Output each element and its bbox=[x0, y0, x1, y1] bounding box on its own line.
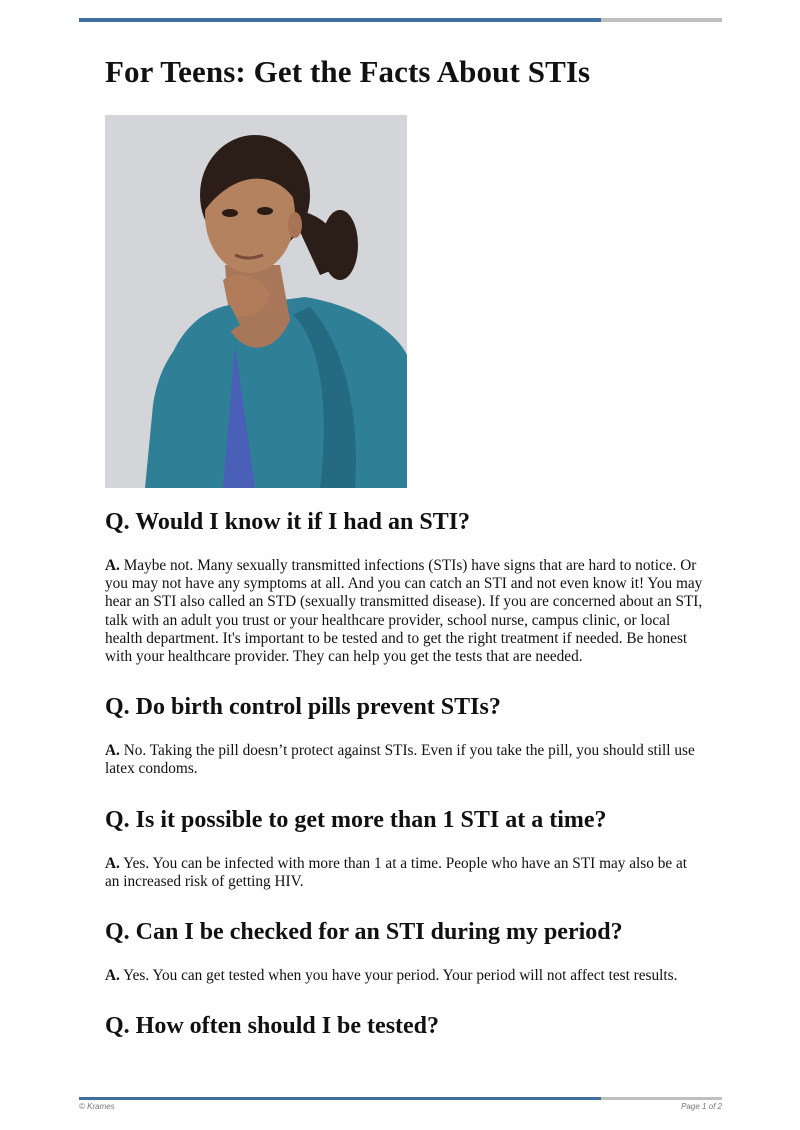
footer-rule-grey bbox=[601, 1097, 722, 1100]
answer-paragraph bbox=[105, 855, 705, 891]
question-heading: Q. Do birth control pills prevent STIs? bbox=[105, 694, 501, 721]
answer-paragraph bbox=[105, 967, 705, 985]
question-heading: Q. Would I know it if I had an STI? bbox=[105, 509, 471, 535]
answer-label: A. bbox=[105, 967, 120, 985]
header-rule-grey bbox=[601, 18, 722, 22]
header-rule-accent bbox=[79, 18, 601, 22]
question-heading: Q. How often should I be tested? bbox=[105, 1013, 440, 1040]
answer-paragraph bbox=[105, 557, 705, 666]
page-title: For Teens: Get the Facts About STIs bbox=[105, 54, 591, 89]
qa-section bbox=[105, 505, 705, 1061]
answer-label: A. bbox=[105, 854, 120, 872]
teen-portrait-photo bbox=[105, 115, 407, 488]
question-heading: Q. Can I be checked for an STI during my period? bbox=[105, 919, 623, 946]
question-heading: Q. Is it possible to get more than 1 STI at a time? bbox=[105, 806, 607, 833]
footer-rule-accent bbox=[79, 1097, 601, 1100]
answer-label: A. bbox=[105, 557, 120, 574]
footer-page-number: Page 1 of 2 bbox=[681, 1102, 722, 1111]
header-rule bbox=[79, 18, 722, 22]
footer-copyright: © Krames bbox=[79, 1102, 115, 1111]
answer-label: A. bbox=[105, 742, 120, 760]
answer-text: Maybe not. Many sexually transmitted infections (STIs) have signs that are hard to notice. Or you may not have any symptoms at all. And you can catch an STI and not even know it! You may hear an STI also called an STD (sexually transmitted disease). If you are concerned about an STI, talk with an adult you trust or your healthcare provider, school nurse, campus clinic, or local health department. It's important to be tested and to get the right treatment if needed. Be honest with your healthcare provider. They can help you get the tests that are needed. bbox=[105, 557, 703, 666]
answer-text: Yes. You can get tested when you have your period. Your period will not affect test results. bbox=[119, 967, 678, 985]
answer-text: No. Taking the pill doesn’t protect against STIs. Even if you take the pill, you should still use latex condoms. bbox=[105, 742, 695, 778]
footer-rule bbox=[79, 1097, 722, 1100]
answer-text: Yes. You can be infected with more than 1 at a time. People who have an STI may also be at an increased risk of getting HIV. bbox=[105, 854, 688, 890]
answer-paragraph bbox=[105, 742, 705, 778]
